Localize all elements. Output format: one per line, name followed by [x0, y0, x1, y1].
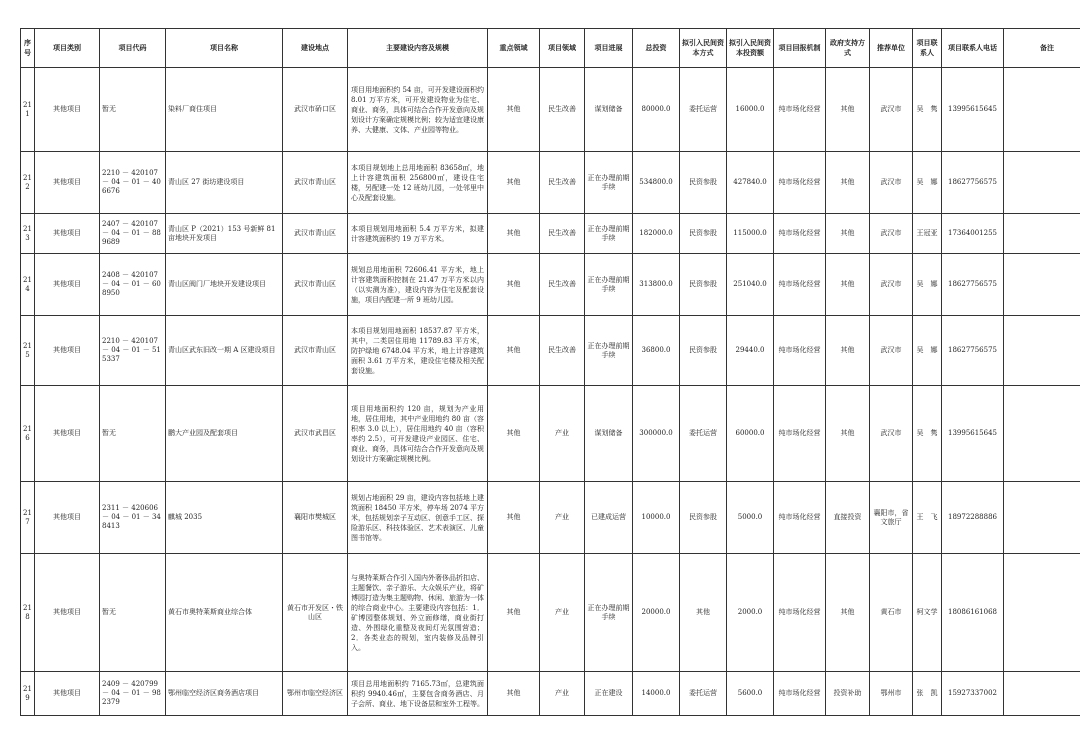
- cell-phone: 18972288886: [942, 482, 1004, 554]
- cell-contact: 吴 隽: [913, 68, 942, 152]
- cell-category: 其他项目: [35, 672, 100, 716]
- cell-total: 182000.0: [633, 214, 680, 254]
- cell-unit: 武汉市: [870, 254, 913, 316]
- cell-key-area: 其他: [488, 672, 540, 716]
- cell-note: [1004, 482, 1080, 554]
- cell-note: [1004, 68, 1080, 152]
- table-row: [21, 482, 1080, 554]
- cell-support: 其他: [826, 152, 870, 214]
- col-header-contact: 项目联系人: [913, 29, 942, 68]
- cell-support: 投资补助: [826, 672, 870, 716]
- cell-name: 鹏大产业园及配套项目: [166, 386, 283, 482]
- cell-location: 武汉市青山区: [283, 152, 348, 214]
- cell-name: 青山区阀门厂地块开发建设项目: [166, 254, 283, 316]
- cell-content: 与奥特莱斯合作引入国内外奢侈品折扣店、主题餐饮、亲子游乐、大众娱乐产业，将矿博园打造为集主题购物、休闲、旅游为一体的综合商业中心。主要建设内容包括：1．矿博园整体规划、外立面修缮，商业街打造、外围绿化重整及夜间灯光氛围营造；2．各类业态的规划，室内装修及品牌引入。: [348, 554, 488, 672]
- cell-mode: 委托运营: [680, 68, 727, 152]
- cell-phone: 18627756575: [942, 316, 1004, 386]
- cell-code: 暂无: [100, 386, 166, 482]
- cell-name: 麒城 2035: [166, 482, 283, 554]
- col-header-location: 建设地点: [283, 29, 348, 68]
- cell-location: 襄阳市樊城区: [283, 482, 348, 554]
- cell-mode: 民资参股: [680, 254, 727, 316]
- cell-seq: 216: [21, 386, 35, 482]
- cell-key-area: 其他: [488, 316, 540, 386]
- cell-code: 暂无: [100, 554, 166, 672]
- cell-support: 其他: [826, 254, 870, 316]
- cell-mode: 民资参股: [680, 482, 727, 554]
- cell-phone: 18086161068: [942, 554, 1004, 672]
- cell-content: 规划总用地面积 72606.41 平方米，地上计容建筑面积控制在 21.47 万平方米以内（以实测为准），建设内容为住宅及配套设施，项目内配建一所 9 班幼儿园。: [348, 254, 488, 316]
- cell-progress: 正在办理前期手续: [585, 254, 633, 316]
- cell-field: 民生改善: [540, 214, 585, 254]
- cell-amount: 2000.0: [727, 554, 774, 672]
- col-header-total: 总投资: [633, 29, 680, 68]
- cell-seq: 215: [21, 316, 35, 386]
- cell-seq: 218: [21, 554, 35, 672]
- cell-key-area: 其他: [488, 214, 540, 254]
- col-header-note: 备注: [1004, 29, 1080, 68]
- cell-progress: 正在建设: [585, 672, 633, 716]
- cell-phone: 18627756575: [942, 254, 1004, 316]
- cell-content: 规划占地面积 29 亩，建设内容包括地上建筑面积 18450 平方米，停车场 2074 平方米，包括规划亲子互动区、创意手工区、探险游乐区、科技体验区、艺术表演区、儿童图书馆等。: [348, 482, 488, 554]
- col-header-return: 项目回报机制: [774, 29, 826, 68]
- cell-total: 10000.0: [633, 482, 680, 554]
- table-row: [21, 214, 1080, 254]
- cell-total: 80000.0: [633, 68, 680, 152]
- cell-field: 产业: [540, 482, 585, 554]
- cell-seq: 212: [21, 152, 35, 214]
- cell-note: [1004, 316, 1080, 386]
- cell-total: 14000.0: [633, 672, 680, 716]
- cell-mode: 委托运营: [680, 672, 727, 716]
- table-row: [21, 152, 1080, 214]
- cell-key-area: 其他: [488, 152, 540, 214]
- cell-amount: 5600.0: [727, 672, 774, 716]
- cell-key-area: 其他: [488, 554, 540, 672]
- cell-key-area: 其他: [488, 68, 540, 152]
- cell-field: 产业: [540, 672, 585, 716]
- cell-progress: 谋划储备: [585, 386, 633, 482]
- col-header-amount: 拟引入民间资本投资额: [727, 29, 774, 68]
- cell-return: 纯市场化经营: [774, 214, 826, 254]
- cell-return: 纯市场化经营: [774, 316, 826, 386]
- cell-name: 青山区武东旧改一期 A 区建设项目: [166, 316, 283, 386]
- cell-total: 300000.0: [633, 386, 680, 482]
- cell-total: 313800.0: [633, 254, 680, 316]
- cell-note: [1004, 214, 1080, 254]
- cell-field: 民生改善: [540, 316, 585, 386]
- col-header-code: 项目代码: [100, 29, 166, 68]
- col-header-progress: 项目进展: [585, 29, 633, 68]
- cell-progress: 正在办理前期手续: [585, 316, 633, 386]
- cell-location: 武汉市青山区: [283, 214, 348, 254]
- cell-code: 2408 － 420107 － 04 － 01 － 608950: [100, 254, 166, 316]
- cell-phone: 18627756575: [942, 152, 1004, 214]
- cell-return: 纯市场化经营: [774, 672, 826, 716]
- col-header-category: 项目类别: [35, 29, 100, 68]
- cell-support: 其他: [826, 554, 870, 672]
- cell-progress: 谋划储备: [585, 68, 633, 152]
- cell-content: 本项目规划地上总用地面积 83658㎡，地上计容建筑面积 256800㎡，建设住宅楼，另配建一处 12 班幼儿园，一处邻里中心及配套设施。: [348, 152, 488, 214]
- cell-support: 其他: [826, 316, 870, 386]
- table-row: [21, 554, 1080, 672]
- cell-field: 产业: [540, 386, 585, 482]
- cell-code: 2409 － 420799 － 04 － 01 － 982379: [100, 672, 166, 716]
- cell-category: 其他项目: [35, 68, 100, 152]
- table-row: [21, 672, 1080, 716]
- cell-amount: 5000.0: [727, 482, 774, 554]
- cell-return: 纯市场化经营: [774, 152, 826, 214]
- cell-contact: 张 凯: [913, 672, 942, 716]
- col-header-field: 项目领域: [540, 29, 585, 68]
- cell-support: 其他: [826, 214, 870, 254]
- table-header-row: [21, 29, 1080, 68]
- cell-category: 其他项目: [35, 554, 100, 672]
- col-header-content: 主要建设内容及规模: [348, 29, 488, 68]
- cell-unit: 襄阳市，省文旅厅: [870, 482, 913, 554]
- col-header-unit: 推荐单位: [870, 29, 913, 68]
- cell-note: [1004, 386, 1080, 482]
- cell-unit: 武汉市: [870, 316, 913, 386]
- cell-seq: 214: [21, 254, 35, 316]
- cell-progress: 正在办理前期手续: [585, 214, 633, 254]
- cell-return: 纯市场化经营: [774, 554, 826, 672]
- cell-unit: 鄂州市: [870, 672, 913, 716]
- cell-mode: 民资参股: [680, 316, 727, 386]
- cell-name: 染料厂商住项目: [166, 68, 283, 152]
- col-header-phone: 项目联系人电话: [942, 29, 1004, 68]
- cell-support: 直接投资: [826, 482, 870, 554]
- cell-contact: 王 飞: [913, 482, 942, 554]
- cell-phone: 13995615645: [942, 386, 1004, 482]
- cell-location: 武汉市武昌区: [283, 386, 348, 482]
- cell-contact: 王冠亚: [913, 214, 942, 254]
- cell-progress: 正在办理前期手续: [585, 152, 633, 214]
- cell-seq: 213: [21, 214, 35, 254]
- cell-content: 项目用地面积约 120 亩，规划为产业用地，居住用地，其中产业用地约 80 亩（容积率 3.0 以上），居住用地约 40 亩（容积率约 2.5），可开发建设产业园区、住宅、商业、商务，具体可结合合作开发意向及规划设计方案确定规模比例。: [348, 386, 488, 482]
- cell-support: 其他: [826, 386, 870, 482]
- cell-unit: 武汉市: [870, 152, 913, 214]
- table-row: [21, 68, 1080, 152]
- cell-amount: 251040.0: [727, 254, 774, 316]
- cell-phone: 17364001255: [942, 214, 1004, 254]
- cell-content: 本项目规划用地面积 18537.87 平方米，其中，二类居住用地 11789.83 平方米，防护绿地 6748.04 平方米，地上计容建筑面积 3.61 万平方米，建设住宅楼及相关配套设施。: [348, 316, 488, 386]
- cell-return: 纯市场化经营: [774, 68, 826, 152]
- cell-field: 民生改善: [540, 68, 585, 152]
- cell-unit: 武汉市: [870, 386, 913, 482]
- project-table-sheet: [20, 28, 1054, 716]
- cell-note: [1004, 254, 1080, 316]
- table-row: [21, 316, 1080, 386]
- cell-amount: 427840.0: [727, 152, 774, 214]
- cell-category: 其他项目: [35, 482, 100, 554]
- col-header-mode: 拟引入民间资本方式: [680, 29, 727, 68]
- cell-code: 暂无: [100, 68, 166, 152]
- cell-location: 武汉市硚口区: [283, 68, 348, 152]
- cell-phone: 15927337002: [942, 672, 1004, 716]
- table-row: [21, 386, 1080, 482]
- cell-name: 青山区 P（2021）153 号新鲜 81 亩地块开发项目: [166, 214, 283, 254]
- cell-category: 其他项目: [35, 254, 100, 316]
- cell-location: 黄石市开发区・铁山区: [283, 554, 348, 672]
- cell-key-area: 其他: [488, 254, 540, 316]
- project-table: [20, 28, 1080, 716]
- cell-note: [1004, 672, 1080, 716]
- cell-phone: 13995615645: [942, 68, 1004, 152]
- cell-amount: 115000.0: [727, 214, 774, 254]
- cell-note: [1004, 152, 1080, 214]
- cell-contact: 吴 娜: [913, 254, 942, 316]
- cell-content: 本项目规划用地面积 5.4 万平方米，拟建计容建筑面积约 19 万平方米。: [348, 214, 488, 254]
- cell-mode: 民资参股: [680, 152, 727, 214]
- cell-code: 2210 － 420107 － 04 － 01 － 515337: [100, 316, 166, 386]
- cell-amount: 60000.0: [727, 386, 774, 482]
- cell-return: 纯市场化经营: [774, 386, 826, 482]
- cell-name: 鄂州临空经济区商务酒店项目: [166, 672, 283, 716]
- cell-return: 纯市场化经营: [774, 482, 826, 554]
- cell-category: 其他项目: [35, 386, 100, 482]
- cell-contact: 吴 娜: [913, 152, 942, 214]
- cell-amount: 29440.0: [727, 316, 774, 386]
- cell-seq: 217: [21, 482, 35, 554]
- table-body: [21, 68, 1080, 716]
- cell-mode: 民资参股: [680, 214, 727, 254]
- cell-location: 鄂州市临空经济区: [283, 672, 348, 716]
- cell-total: 36800.0: [633, 316, 680, 386]
- cell-unit: 武汉市: [870, 214, 913, 254]
- cell-field: 民生改善: [540, 152, 585, 214]
- cell-category: 其他项目: [35, 316, 100, 386]
- cell-content: 项目总用地面积约 7165.73㎡，总建筑面积约 9940.46㎡，主要包含商务酒店、月子会所、商业、地下设备层和室外工程等。: [348, 672, 488, 716]
- cell-code: 2311 － 420606 － 04 － 01 － 348413: [100, 482, 166, 554]
- cell-contact: 吴 娜: [913, 316, 942, 386]
- cell-name: 黄石市奥特莱斯商业综合体: [166, 554, 283, 672]
- cell-contact: 柯文学: [913, 554, 942, 672]
- cell-field: 民生改善: [540, 254, 585, 316]
- cell-code: 2210 － 420107 － 04 － 01 － 406676: [100, 152, 166, 214]
- cell-key-area: 其他: [488, 482, 540, 554]
- cell-category: 其他项目: [35, 214, 100, 254]
- col-header-name: 项目名称: [166, 29, 283, 68]
- cell-progress: 已建成运营: [585, 482, 633, 554]
- cell-total: 534800.0: [633, 152, 680, 214]
- cell-note: [1004, 554, 1080, 672]
- cell-return: 纯市场化经营: [774, 254, 826, 316]
- cell-field: 产业: [540, 554, 585, 672]
- cell-name: 青山区 27 街坊建设项目: [166, 152, 283, 214]
- cell-location: 武汉市青山区: [283, 254, 348, 316]
- cell-key-area: 其他: [488, 386, 540, 482]
- col-header-seq: 序号: [21, 29, 35, 68]
- cell-location: 武汉市青山区: [283, 316, 348, 386]
- col-header-support: 政府支持方式: [826, 29, 870, 68]
- cell-seq: 219: [21, 672, 35, 716]
- cell-content: 项目用地面积约 54 亩，可开发建设面积约 8.01 万平方米，可开发建设物业为住宅、商业、商务，具体可结合合作开发意向及规划设计方案确定规模比例；较为适宜建设康养、大健康、文体、产业园等物业。: [348, 68, 488, 152]
- cell-mode: 其他: [680, 554, 727, 672]
- col-header-key-area: 重点领域: [488, 29, 540, 68]
- cell-unit: 武汉市: [870, 68, 913, 152]
- cell-contact: 吴 隽: [913, 386, 942, 482]
- cell-amount: 16000.0: [727, 68, 774, 152]
- cell-support: 其他: [826, 68, 870, 152]
- cell-mode: 委托运营: [680, 386, 727, 482]
- cell-category: 其他项目: [35, 152, 100, 214]
- cell-seq: 211: [21, 68, 35, 152]
- cell-unit: 黄石市: [870, 554, 913, 672]
- cell-total: 20000.0: [633, 554, 680, 672]
- cell-code: 2407 － 420107 － 04 － 01 － 889689: [100, 214, 166, 254]
- cell-progress: 正在办理前期手续: [585, 554, 633, 672]
- table-row: [21, 254, 1080, 316]
